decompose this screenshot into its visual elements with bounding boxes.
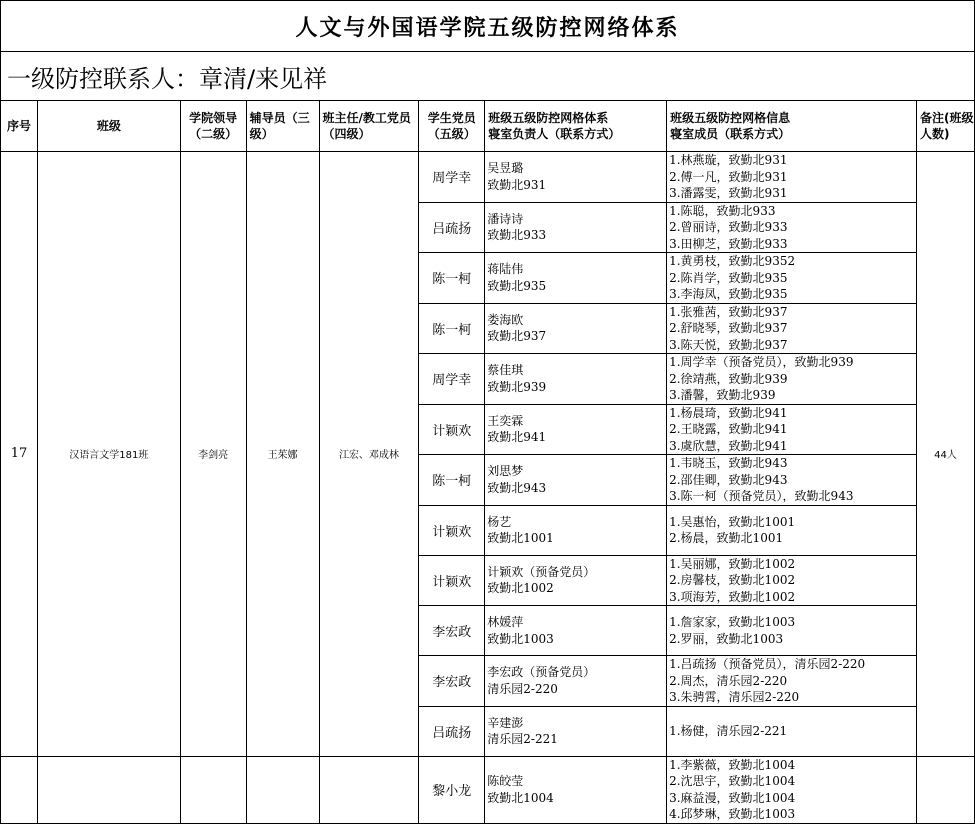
dorm-member-line: 2.邵佳卿，致勤北943 <box>669 472 788 487</box>
header-class: 班级 <box>37 101 180 152</box>
dorm-head-line: 计颖欢（预备党员） <box>487 564 596 579</box>
dorm-member-line: 1.杨晨琦，致勤北941 <box>669 405 788 420</box>
dorm-member-line: 3.麻益漫，致勤北1004 <box>669 790 796 805</box>
dorm-member-line: 3.项海芳，致勤北1002 <box>669 589 796 604</box>
dorm-member-line: 3.虞欣慧，致勤北941 <box>669 438 788 453</box>
group-note: 44人 <box>917 152 975 757</box>
dorm-head-cell <box>485 656 667 707</box>
group-class: 汉语言文学181班 <box>37 152 180 757</box>
student-party-cell: 周学幸 <box>419 152 485 203</box>
dorm-member-line: 1.张雅茜，致勤北937 <box>669 304 788 319</box>
dorm-head-line: 致勤北939 <box>487 379 547 394</box>
dorm-head-line: 致勤北1002 <box>487 581 554 596</box>
contact-line: 一级防控联系人：章清/来见祥 <box>1 52 975 101</box>
dorm-member-line: 2.王晓露，致勤北941 <box>669 422 788 436</box>
dorm-member-line: 1.李紫薇，致勤北1004 <box>669 757 796 772</box>
dorm-head-cell <box>485 606 667 656</box>
dorm-head-line: 清乐园2-221 <box>487 732 558 746</box>
dorm-head-line: 致勤北933 <box>487 228 547 243</box>
dorm-member-line: 3.朱骋霄，清乐园2-220 <box>669 690 800 704</box>
empty-cell <box>319 756 419 823</box>
header-dorm-members-line1: 班级五级防控网格信息 <box>670 111 791 125</box>
header-dorm-head-line1: 班级五级防控网格体系 <box>488 111 609 125</box>
student-party-cell: 吕疏扬 <box>419 202 485 253</box>
header-dorm-head-line2: 寝室负责人（联系方式） <box>488 127 621 141</box>
empty-cell <box>180 756 246 823</box>
dorm-member-line: 2.房馨枝，致勤北1002 <box>669 573 796 587</box>
dorm-members-cell <box>667 253 917 304</box>
dorm-head-cell <box>485 202 667 253</box>
student-party-cell: 李宏政 <box>419 606 485 656</box>
dorm-member-line: 2.陈肖学，致勤北935 <box>669 270 788 285</box>
dorm-member-line: 1.詹家家，致勤北1003 <box>669 615 796 629</box>
dorm-head-cell <box>485 253 667 304</box>
dorm-member-line: 3.田柳芝，致勤北933 <box>669 236 788 251</box>
dorm-members-cell <box>667 756 917 823</box>
dorm-member-line: 2.傅一凡，致勤北931 <box>669 169 788 184</box>
student-party-cell: 计颖欢 <box>419 404 485 455</box>
dorm-member-line: 4.邱梦琳，致勤北1003 <box>669 807 796 821</box>
dorm-head-line: 辛建澎 <box>487 715 524 730</box>
empty-cell <box>917 756 975 823</box>
page-title: 人文与外国语学院五级防控网络体系 <box>1 1 975 52</box>
dorm-head-cell <box>485 404 667 455</box>
dorm-member-line: 2.曾丽诗，致勤北933 <box>669 220 788 234</box>
table-row <box>1 756 975 823</box>
dorm-head-cell <box>485 455 667 506</box>
empty-cell <box>1 756 38 823</box>
student-party-cell: 陈一柯 <box>419 253 485 304</box>
dorm-members-cell <box>667 706 917 756</box>
dorm-head-line: 致勤北943 <box>487 480 547 495</box>
dorm-member-line: 2.周杰，清乐园2-220 <box>669 673 788 688</box>
dorm-head-line: 潘诗诗 <box>487 211 524 226</box>
student-party-cell: 吕疏扬 <box>419 706 485 756</box>
header-head-teacher: 班主任/教工党员（四级） <box>319 101 419 152</box>
dorm-members-cell <box>667 505 917 555</box>
header-counselor: 辅导员（三级） <box>246 101 319 152</box>
dorm-member-line: 3.潘馨，致勤北939 <box>669 388 776 402</box>
dorm-head-line: 致勤北937 <box>487 329 547 344</box>
dorm-member-line: 1.吴惠怡，致勤北1001 <box>669 514 796 529</box>
dorm-head-cell <box>485 354 667 405</box>
dorm-head-cell <box>485 152 667 203</box>
student-party-cell: 计颖欢 <box>419 555 485 606</box>
dorm-head-line: 蔡佳琪 <box>487 363 524 378</box>
group-no: 17 <box>1 152 38 757</box>
dorm-head-cell <box>485 756 667 823</box>
header-student-party: 学生党员（五级） <box>419 101 485 152</box>
dorm-head-cell <box>485 706 667 756</box>
dorm-head-line: 蒋陆伟 <box>487 262 524 277</box>
dorm-members-cell <box>667 202 917 253</box>
dorm-member-line: 1.周学幸（预备党员），致勤北939 <box>669 355 854 369</box>
header-row <box>1 101 975 152</box>
dorm-head-cell <box>485 555 667 606</box>
header-dorm-members-line2: 寝室成员（联系方式） <box>670 127 791 141</box>
header-no: 序号 <box>1 101 38 152</box>
dorm-head-line: 杨艺 <box>487 514 512 529</box>
dorm-member-line: 2.罗丽，致勤北1003 <box>669 631 784 646</box>
dorm-head-cell <box>485 303 667 354</box>
header-leader: 学院领导（二级） <box>180 101 246 152</box>
group-counselor: 王茱娜 <box>246 152 319 757</box>
group-leader: 李剑亮 <box>180 152 246 757</box>
dorm-head-line: 娄海欧 <box>487 312 524 327</box>
dorm-head-line: 王奕霖 <box>487 413 524 428</box>
dorm-head-line: 李宏政（预备党员） <box>487 665 596 680</box>
dorm-members-cell <box>667 404 917 455</box>
empty-cell <box>37 756 180 823</box>
dorm-member-line: 2.杨晨，致勤北1001 <box>669 531 784 545</box>
header-dorm-members <box>667 101 917 152</box>
student-party-cell: 计颖欢 <box>419 505 485 555</box>
dorm-member-line: 3.潘露雯，致勤北931 <box>669 186 788 200</box>
dorm-member-line: 1.吕疏扬（预备党员），清乐园2-220 <box>669 657 866 671</box>
dorm-members-cell <box>667 354 917 405</box>
dorm-head-line: 致勤北931 <box>487 177 547 192</box>
dorm-members-cell <box>667 656 917 707</box>
dorm-member-line: 3.陈天悦，致勤北937 <box>669 337 788 352</box>
dorm-head-line: 陈皎莹 <box>487 774 524 788</box>
dorm-member-line: 2.舒晓琴，致勤北937 <box>669 321 788 335</box>
student-party-cell: 黎小龙 <box>419 756 485 823</box>
dorm-members-cell <box>667 606 917 656</box>
student-party-cell: 陈一柯 <box>419 303 485 354</box>
dorm-head-line: 致勤北1001 <box>487 531 554 545</box>
dorm-head-line: 清乐园2-220 <box>487 681 558 696</box>
dorm-head-line: 致勤北1004 <box>487 790 554 805</box>
dorm-member-line: 1.黄勇枝，致勤北9352 <box>669 254 796 268</box>
dorm-members-cell <box>667 303 917 354</box>
dorm-head-cell <box>485 505 667 555</box>
dorm-members-cell <box>667 455 917 506</box>
dorm-head-line: 吴昱璐 <box>487 161 524 176</box>
dorm-member-line: 2.沈思宇，致勤北1004 <box>669 774 796 788</box>
group-head-teacher: 江宏、邓成林 <box>319 152 419 757</box>
header-note: 备注(班级人数) <box>917 101 975 152</box>
dorm-member-line: 1.杨健，清乐园2-221 <box>669 723 788 738</box>
dorm-head-line: 致勤北935 <box>487 278 547 293</box>
dorm-member-line: 2.徐靖燕，致勤北939 <box>669 371 788 386</box>
header-dorm-head <box>485 101 667 152</box>
dorm-head-line: 刘思梦 <box>487 464 524 479</box>
student-party-cell: 陈一柯 <box>419 455 485 506</box>
dorm-members-cell <box>667 152 917 203</box>
student-party-cell: 周学幸 <box>419 354 485 405</box>
dorm-member-line: 3.李海凤，致勤北935 <box>669 287 788 301</box>
dorm-member-line: 3.陈一柯（预备党员），致勤北943 <box>669 489 854 503</box>
dorm-head-line: 致勤北1003 <box>487 631 554 646</box>
dorm-members-cell <box>667 555 917 606</box>
empty-cell <box>246 756 319 823</box>
dorm-head-line: 致勤北941 <box>487 430 547 445</box>
dorm-member-line: 1.吴丽娜，致勤北1002 <box>669 556 796 571</box>
dorm-member-line: 1.韦晓玉，致勤北943 <box>669 456 788 470</box>
dorm-member-line: 1.陈聪，致勤北933 <box>669 203 776 218</box>
class-group <box>1 152 975 824</box>
dorm-head-line: 林媛萍 <box>487 615 524 629</box>
student-party-cell: 李宏政 <box>419 656 485 707</box>
table-row <box>1 152 975 203</box>
dorm-member-line: 1.林燕璇，致勤北931 <box>669 153 788 167</box>
